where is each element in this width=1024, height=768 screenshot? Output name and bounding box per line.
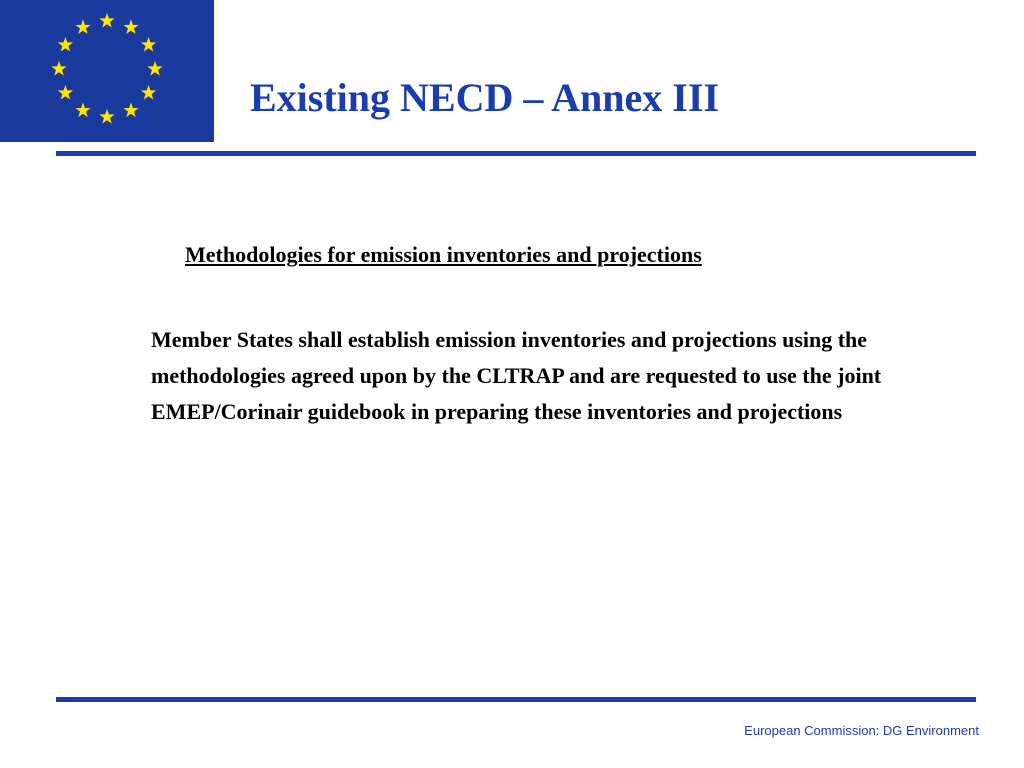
eu-flag-icon: [0, 0, 214, 142]
footer-divider: [56, 697, 976, 702]
footer-text: European Commission: DG Environment: [744, 723, 979, 738]
star-icon: [147, 61, 162, 75]
title-divider: [56, 151, 976, 156]
star-icon: [141, 37, 156, 51]
star-icon: [75, 103, 90, 117]
star-icon: [141, 85, 156, 99]
star-icon: [99, 109, 114, 123]
slide-title: Existing NECD – Annex III: [250, 75, 720, 120]
star-icon: [99, 13, 114, 27]
star-icon: [123, 19, 138, 33]
star-icon: [58, 37, 73, 51]
body-text: Member States shall establish emission inventories and projections using the methodologies agreed upon by the CLTRAP and are requested to use the joint EMEP/Corinair guidebook in preparing these inventories and projections: [151, 327, 882, 424]
eu-flag-stars: [0, 0, 214, 142]
section-heading: Methodologies for emission inventories and projections: [185, 242, 702, 267]
star-icon: [75, 19, 90, 33]
star-icon: [51, 61, 66, 75]
star-icon: [123, 103, 138, 117]
star-icon: [58, 85, 73, 99]
